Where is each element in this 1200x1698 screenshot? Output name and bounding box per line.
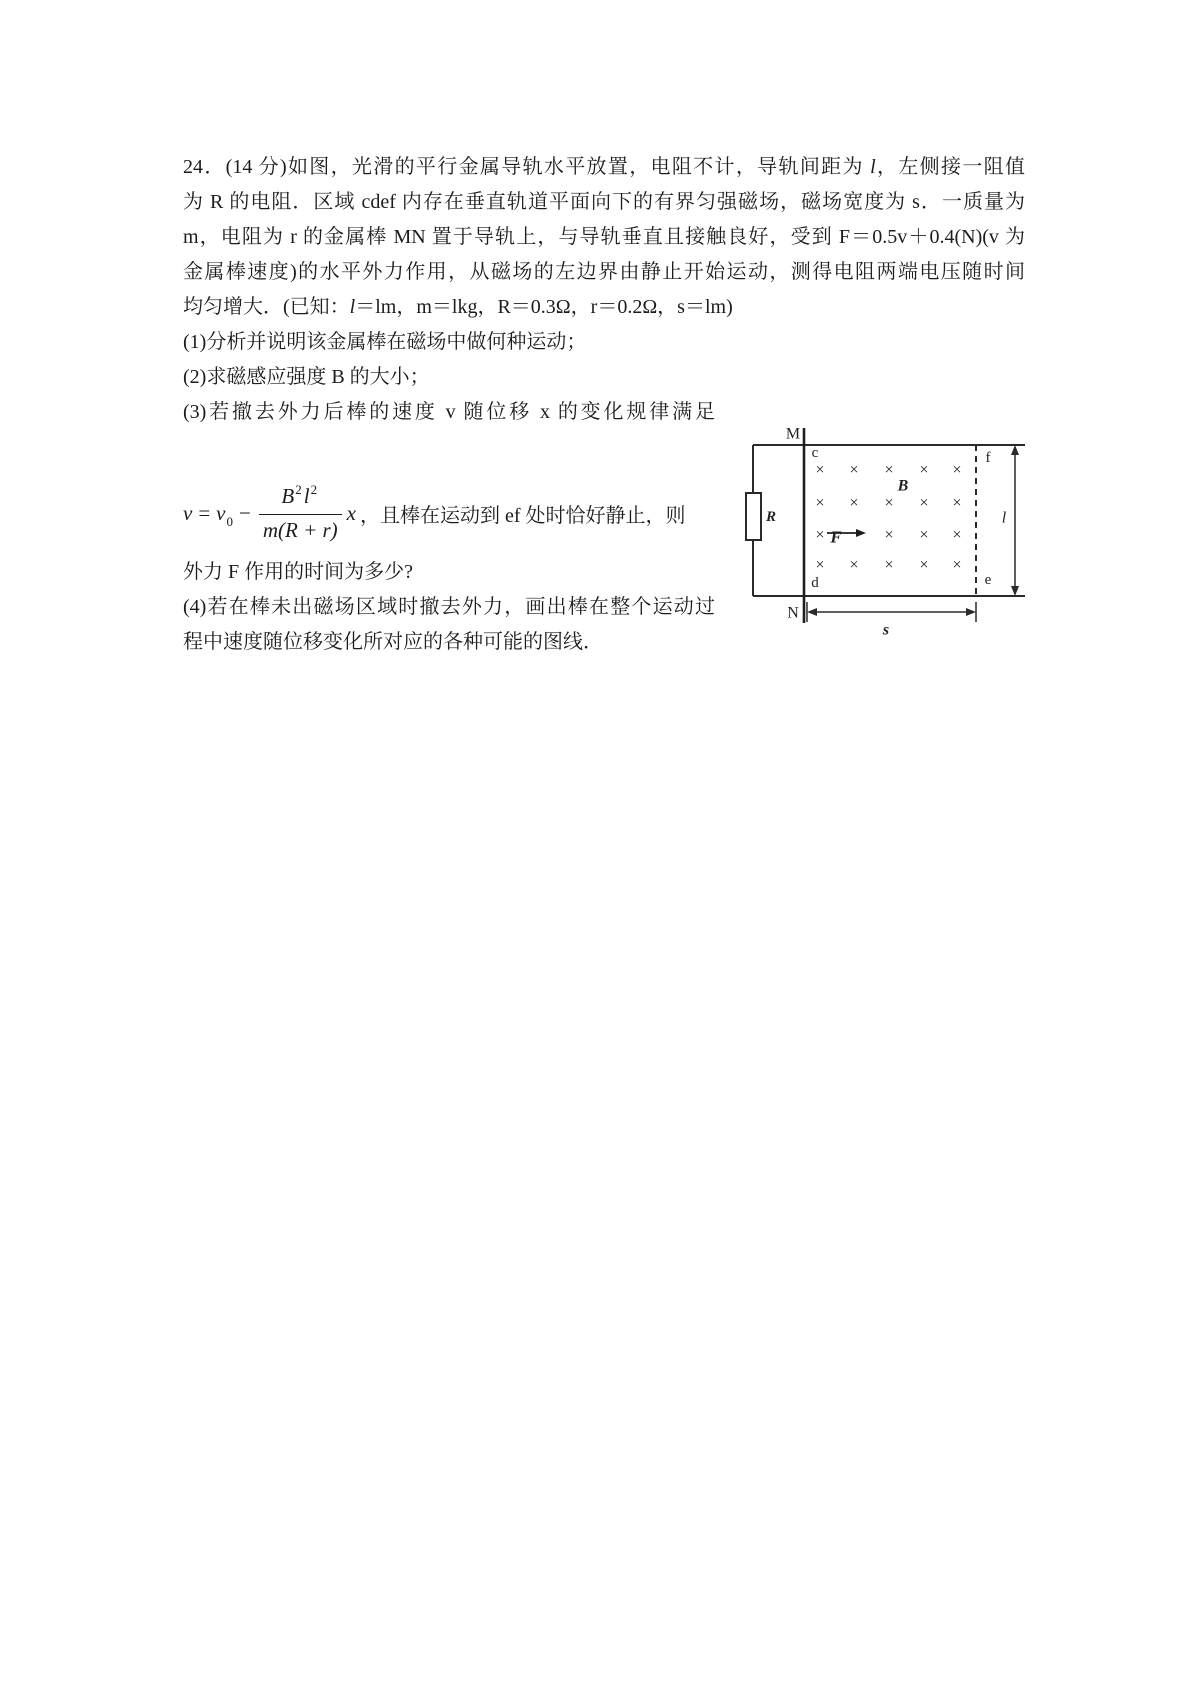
question-1: (1)分析并说明该金属棒在磁场中做何种运动； [183, 331, 587, 353]
label-e: e [984, 572, 992, 588]
formula-l-exponent: 2 [310, 482, 318, 497]
label-d: d [811, 575, 819, 591]
field-cross-mark: × [919, 556, 929, 574]
force-arrowhead [856, 529, 866, 537]
question-3-line-3: 外力 F 作用的时间为多少? [183, 561, 413, 583]
problem-text: ＝lm，m＝lkg，R＝0.3Ω，r＝0.2Ω，s＝lm) [355, 296, 733, 318]
field-cross-mark: × [884, 556, 894, 574]
question-3-after-formula: ，且棒在运动到 ef 处时恰好静止，则 [360, 504, 686, 527]
label-width-l: l [1001, 509, 1007, 527]
formula-equals: = [198, 500, 211, 525]
problem-text: 24．(14 分)如图，光滑的平行金属导轨水平放置，电阻不计，导轨间距为 [183, 156, 871, 178]
magnetic-field-marks [815, 462, 961, 574]
formula-v0-subscript: 0 [226, 513, 233, 529]
rail-spacing-symbol: l [349, 296, 356, 318]
field-cross-mark: × [815, 494, 825, 512]
field-cross-mark: × [849, 556, 859, 574]
field-cross-mark: × [919, 526, 929, 544]
rail-spacing-symbol: l [870, 156, 876, 178]
problem-line-3: m，电阻为 r 的金属棒 MN 置于导轨上，与导轨垂直且接触良好，受到 F＝0.5v＋0.4(N)(v 为 [183, 226, 1025, 248]
label-force-f: F [830, 527, 842, 547]
label-field-b: B [897, 477, 909, 495]
question-2: (2)求磁感应强度 B 的大小； [183, 366, 430, 388]
field-cross-mark: × [815, 556, 825, 574]
resistor [746, 493, 761, 540]
problem-line-1 [183, 150, 1025, 185]
field-cross-mark: × [849, 461, 859, 479]
label-length-s: s [882, 621, 890, 639]
width-arrowhead-top [1011, 445, 1019, 455]
formula-variable: x [346, 500, 356, 525]
formula-v0-base: v [216, 500, 226, 525]
field-cross-mark: × [952, 461, 962, 479]
formula-numerator [273, 481, 327, 514]
label-m: M [785, 425, 801, 443]
length-arrowhead-right [966, 608, 976, 616]
problem-text: 均匀增大．(已知： [183, 296, 350, 318]
field-cross-mark: × [952, 556, 962, 574]
field-cross-mark: × [815, 461, 825, 479]
question-4-line-2: 程中速度随位移变化所对应的各种可能的图线． [183, 631, 603, 653]
formula-b: B [281, 484, 295, 508]
circuit-diagram [735, 420, 1035, 645]
label-c: c [811, 445, 819, 461]
field-cross-mark: × [884, 526, 894, 544]
label-resistor: R [765, 509, 777, 525]
width-arrowhead-bottom [1011, 586, 1019, 596]
field-cross-mark: × [952, 494, 962, 512]
formula-initial-velocity [216, 500, 233, 529]
problem-line-5 [183, 290, 1025, 325]
field-cross-mark: × [815, 526, 825, 544]
problem-text: ，左侧接一阻值 [875, 156, 1025, 178]
field-cross-mark: × [952, 526, 962, 544]
formula-b-exponent: 2 [295, 482, 302, 497]
question-3-formula-line [183, 476, 686, 550]
formula-lhs: v [183, 500, 193, 525]
problem-line-2: 为 R 的电阻．区域 cdef 内存在垂直轨道平面向下的有界匀强磁场，磁场宽度为 s．一质量为 [183, 191, 1025, 213]
formula-minus: − [239, 500, 251, 525]
length-arrowhead-left [807, 608, 817, 616]
problem-line-4: 金属棒速度)的水平外力作用，从磁场的左边界由静止开始运动，测得电阻两端电压随时间 [183, 261, 1025, 283]
field-cross-mark: × [849, 494, 859, 512]
field-cross-mark: × [884, 494, 894, 512]
formula-fraction [259, 481, 342, 545]
field-cross-mark: × [884, 461, 894, 479]
formula-denominator: m(R + r) [259, 514, 342, 545]
question-3-line-1: (3)若撤去外力后棒的速度 v 随位移 x 的变化规律满足 [183, 401, 715, 423]
field-cross-mark: × [919, 494, 929, 512]
field-cross-mark: × [919, 461, 929, 479]
label-f: f [985, 450, 991, 466]
label-n: N [787, 604, 799, 622]
question-4-line-1: (4)若在棒未出磁场区域时撤去外力，画出棒在整个运动过 [183, 596, 715, 618]
formula-l: l [303, 484, 310, 508]
